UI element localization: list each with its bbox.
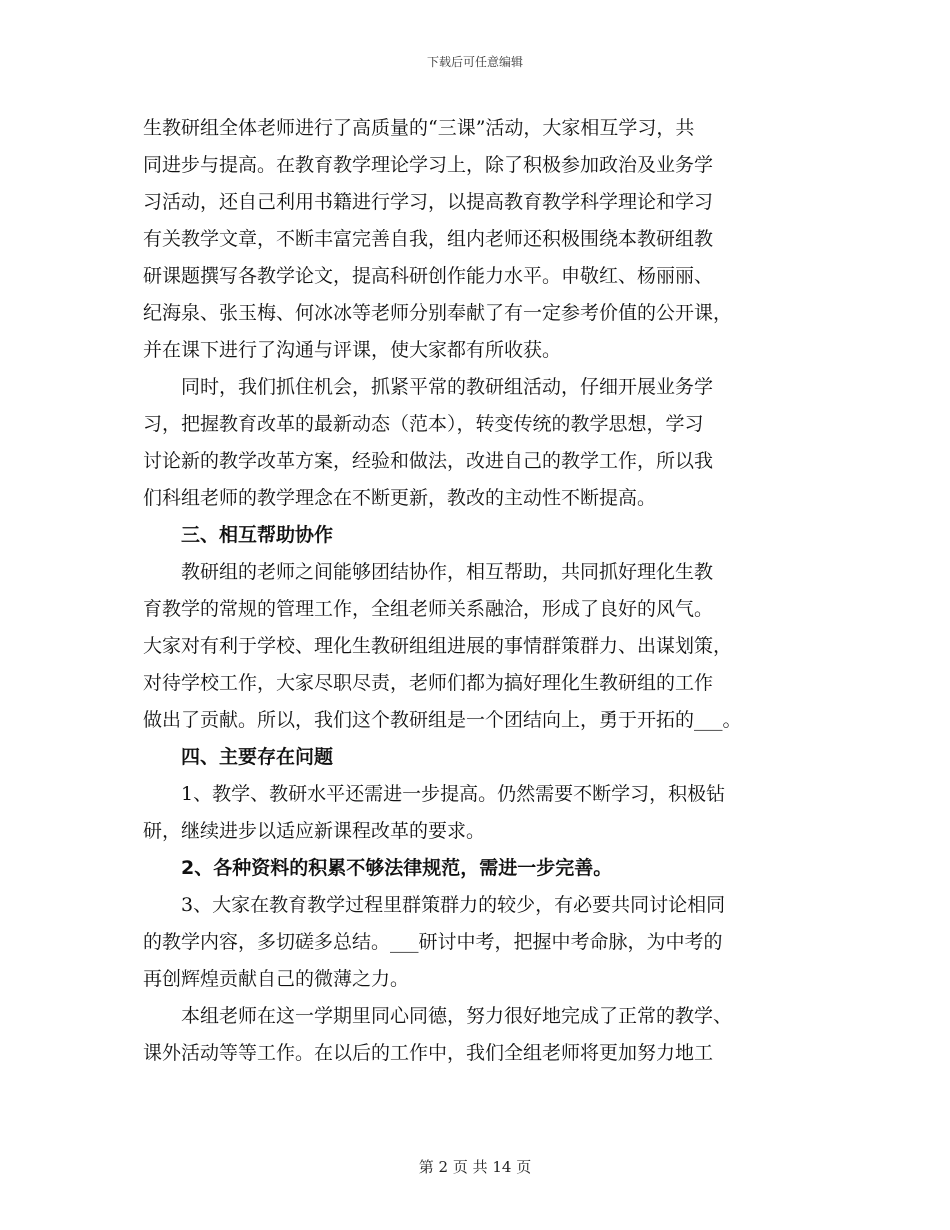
paragraph-line: 研课题撰写各教学论文，提高科研创作能力水平。申敬红、杨丽丽、 bbox=[143, 265, 714, 287]
paragraph-line: 们科组老师的教学理念在不断更新，教改的主动性不断提高。 bbox=[143, 487, 657, 509]
paragraph-line: 讨论新的教学改革方案，经验和做法，改进自己的教学工作，所以我 bbox=[143, 450, 714, 472]
section-heading: 四、主要存在问题 bbox=[181, 746, 334, 768]
paragraph-line: 的教学内容，多切磋多总结。___研讨中考，把握中考命脉，为中考的 bbox=[143, 931, 723, 953]
section-heading: 2、各种资料的积累不够法律规范，需进一步完善。 bbox=[181, 857, 613, 879]
paragraph-line: 对待学校工作，大家尽职尽责，老师们都为搞好理化生教研组的工作 bbox=[143, 672, 714, 694]
paragraph-line: 生教研组全体老师进行了高质量的“三课”活动，大家相互学习，共 bbox=[143, 117, 695, 139]
page-header: 下载后可任意编辑 bbox=[426, 55, 523, 69]
paragraph-line: 课外活动等等工作。在以后的工作中，我们全组老师将更加努力地工 bbox=[143, 1042, 714, 1064]
paragraph-line: 有关教学文章，不断丰富完善自我，组内老师还积极围绕本教研组教 bbox=[143, 228, 714, 250]
document-body bbox=[143, 110, 823, 1072]
paragraph-line: 并在课下进行了沟通与评课，使大家都有所收获。 bbox=[143, 339, 562, 361]
paragraph-line: 纪海泉、张玉梅、何冰冰等老师分别奉献了有一定参考价值的公开课， bbox=[143, 302, 733, 324]
paragraph-line: 研，继续进步以适应新课程改革的要求。 bbox=[143, 820, 486, 842]
paragraph-line: 同进步与提高。在教育教学理论学习上，除了积极参加政治及业务学 bbox=[143, 154, 714, 176]
paragraph-line: 育教学的常规的管理工作，全组老师关系融洽，形成了良好的风气。 bbox=[143, 598, 714, 620]
paragraph-line: 习，把握教育改革的最新动态（范本），转变传统的教学思想，学习 bbox=[143, 413, 704, 435]
paragraph-line: 本组老师在这一学期里同心同德，努力很好地完成了正常的教学、 bbox=[181, 1005, 733, 1027]
paragraph-line: 3、大家在教育教学过程里群策群力的较少，有必要共同讨论相同 bbox=[181, 894, 726, 916]
paragraph-line: 1、教学、教研水平还需进一步提高。仍然需要不断学习，积极钻 bbox=[181, 783, 726, 805]
paragraph-line: 做出了贡献。所以，我们这个教研组是一个团结向上，勇于开拓的___。 bbox=[143, 709, 742, 731]
section-heading: 三、相互帮助协作 bbox=[181, 524, 334, 546]
paragraph-line: 同时，我们抓住机会，抓紧平常的教研组活动，仔细开展业务学 bbox=[181, 376, 714, 398]
paragraph-line: 大家对有利于学校、理化生教研组组进展的事情群策群力、出谋划策， bbox=[143, 635, 733, 657]
paragraph-line: 教研组的老师之间能够团结协作，相互帮助，共同抓好理化生教 bbox=[181, 561, 714, 583]
paragraph-line: 习活动，还自己利用书籍进行学习，以提高教育教学科学理论和学习 bbox=[143, 191, 714, 213]
paragraph-line: 再创辉煌贡献自己的微薄之力。 bbox=[143, 968, 410, 990]
page-number-footer: 第 2 页 共 14 页 bbox=[418, 1158, 532, 1176]
